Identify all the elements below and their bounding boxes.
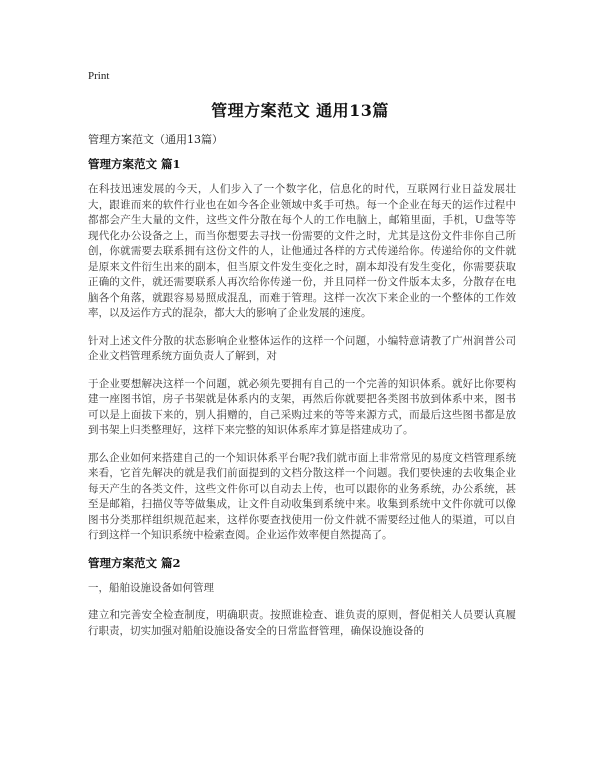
document-subtitle: 管理方案范文（通用13篇） xyxy=(88,133,223,146)
section-2-paragraph-1: 建立和完善安全检查制度，明确职责。按照谁检查、谁负责的原则，督促相关人员要认真履行职责，切实加强对船舶设施设备安全的日常监督管理，确保设施设备的 xyxy=(88,609,516,637)
section-1-paragraph-3: 于企业要想解决这样一个问题，就必须先要拥有自己的一个完善的知识体系。就好比你要构建一座图书馆，房子书架就是体系内的支架，再然后你就要把各类图书放到体系中来，图书可以是上面拔下来的，别人捐赠的，自己采购过来的等等来源方式，而最后这些图书都是放到书架上归类整理好，这样下来完整的知识体系库才算是搭建成功了。 xyxy=(88,377,516,436)
section-1-paragraph-1: 在科技迅速发展的今天，人们步入了一个数字化，信息化的时代，互联网行业日益发展壮大，跟谁而来的软件行业也在如今各企业领域中炙手可热。每一个企业在每天的运作过程中都都会产生大量的文件，这些文件分散在每个人的工作电脑上，邮箱里面，手机，U盘等等现代化办公设备之上，而当你想要去寻找一份需要的文件之时，尤其是这份文件非你自己所创，你就需要去联系拥有这份文件的人，让他通过各样的方式传递给你。传递给你的文件就是原来文件衍生出来的副本，但当原文件发生变化之时，副本却没有发生变化，你需要获取正确的文件，就还需要联系人再次给你传递一份，并且同样一份文件版本太多，分散存在电脑各个角落，就跟容易易照成混乱，而难于管理。这样一次次下来企业的一个整体的工作效率，以及运作方式的混杂，都大大的影响了企业发展的速度。 xyxy=(88,183,516,319)
section-1-paragraph-2: 针对上述文件分散的状态影响企业整体运作的这样一个问题，小编特意请教了广州润普公司企业文档管理系统方面负责人了解到，对 xyxy=(88,334,516,362)
print-label: Print xyxy=(88,70,110,82)
page-title: 管理方案范文 通用13篇 xyxy=(211,101,389,120)
section-2-numbered-item: 一，船舶设施设备如何管理 xyxy=(88,581,214,594)
section-heading-1: 管理方案范文 篇1 xyxy=(88,157,181,171)
section-1-paragraph-4: 那么企业如何来搭建自己的一个知识体系平台呢?我们就市面上非常常见的易度文档管理系统来看，它首先解决的就是我们前面提到的文档分散这样一个问题。我们要快速的去收集企业每天产生的各类文件，这些文件你可以自动去上传，也可以跟你的业务系统，办公系统，甚至是邮箱，扫描仪等等做集成，让文件自动收集到系统中来。收集到系统中文件你就可以像图书分类那样组织规范起来，这样你要查找使用一份文件就不需要经过他人的渠道，可以自行到这样一个知识系统中检索查阅。企业运作效率便自然提高了。 xyxy=(88,451,516,541)
section-heading-2: 管理方案范文 篇2 xyxy=(88,555,181,570)
document-body xyxy=(88,132,516,651)
